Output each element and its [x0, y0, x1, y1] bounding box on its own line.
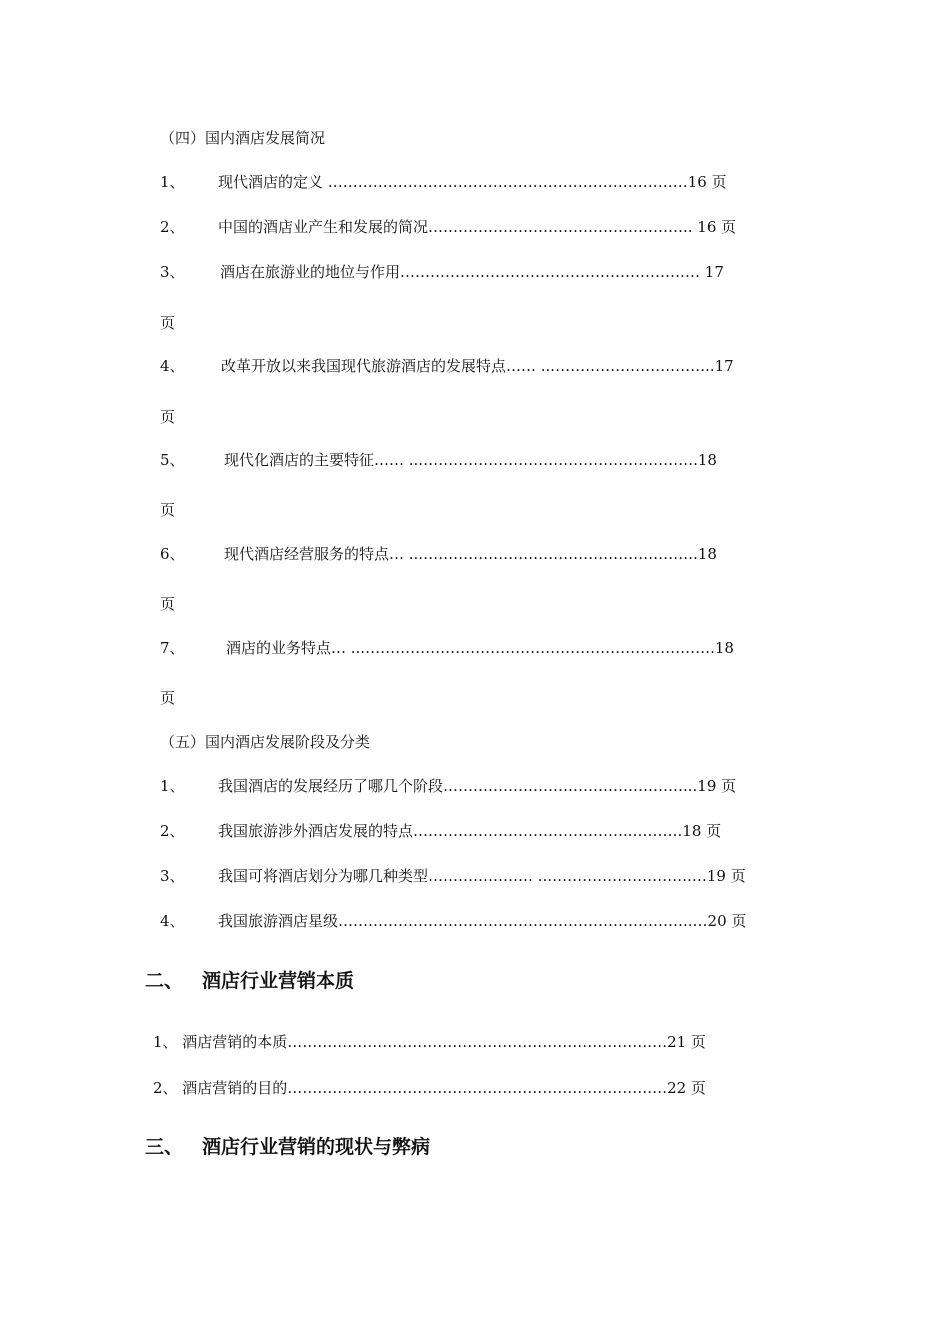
entry-wrap: 页 — [160, 689, 176, 707]
entry-text: 现代酒店经营服务的特点… ...……………………………………………….18 — [224, 545, 717, 563]
entry-number: 3、 — [160, 263, 185, 281]
entry-number: 1、 — [160, 777, 185, 795]
chapter-title: 酒店行业营销本质 — [202, 970, 355, 992]
entry-wrap: 页 — [160, 501, 176, 519]
section-title: （四）国内酒店发展简况 — [160, 129, 326, 147]
chapter-heading — [145, 1135, 845, 1161]
entry-text: 我国旅游涉外酒店发展的特点……………………………………..……….18 页 — [218, 822, 722, 840]
chapter-number: 二、 — [145, 970, 184, 992]
entry-text: 现代化酒店的主要特征…… ...……………………………………………….18 — [224, 451, 717, 469]
chapter-title: 酒店行业营销的现状与弊病 — [202, 1136, 431, 1158]
entry-text: 改革开放以来我国现代旅游酒店的发展特点…… ...…………………………..17 — [221, 357, 734, 375]
entry-number: 7、 — [160, 639, 185, 657]
entry-text: 中国的酒店业产生和发展的简况…………………………………………….. 16 页 — [218, 218, 737, 236]
entry-wrap: 页 — [160, 314, 176, 332]
chapter-heading — [145, 969, 845, 995]
toc-entry: 2、 酒店营销的目的……………………………………………………………….…22 页 — [153, 1079, 706, 1097]
entry-number: 1、 — [160, 173, 185, 191]
entry-number: 4、 — [160, 357, 185, 375]
entry-number: 6、 — [160, 545, 185, 563]
entry-number: 5、 — [160, 451, 185, 469]
toc-entry: 1、 酒店营销的本质……………………………………………………………….…21 页 — [153, 1033, 706, 1051]
entry-text: 现代酒店的定义 ………………………………………………………………16 页 — [218, 173, 727, 191]
entry-text: 酒店的业务特点… ...…………………………………………………………….18 — [226, 639, 734, 657]
entry-number: 4、 — [160, 912, 185, 930]
entry-number: 2、 — [160, 822, 185, 840]
entry-number: 2、 — [160, 218, 185, 236]
entry-wrap: 页 — [160, 595, 176, 613]
entry-text: 我国酒店的发展经历了哪几个阶段…………………………………………...19 页 — [218, 777, 737, 795]
entry-number: 3、 — [160, 867, 185, 885]
entry-text: 我国旅游酒店星级……………………………………………………………..…20 页 — [218, 912, 747, 930]
section-title: （五）国内酒店发展阶段及分类 — [160, 733, 371, 751]
entry-wrap: 页 — [160, 408, 176, 426]
entry-text: 酒店在旅游业的地位与作用…………………………………………………… 17 — [220, 263, 724, 281]
chapter-number: 三、 — [145, 1136, 184, 1158]
entry-text: 我国可将酒店划分为哪几种类型………………… ...……………………….…19 页 — [218, 867, 746, 885]
